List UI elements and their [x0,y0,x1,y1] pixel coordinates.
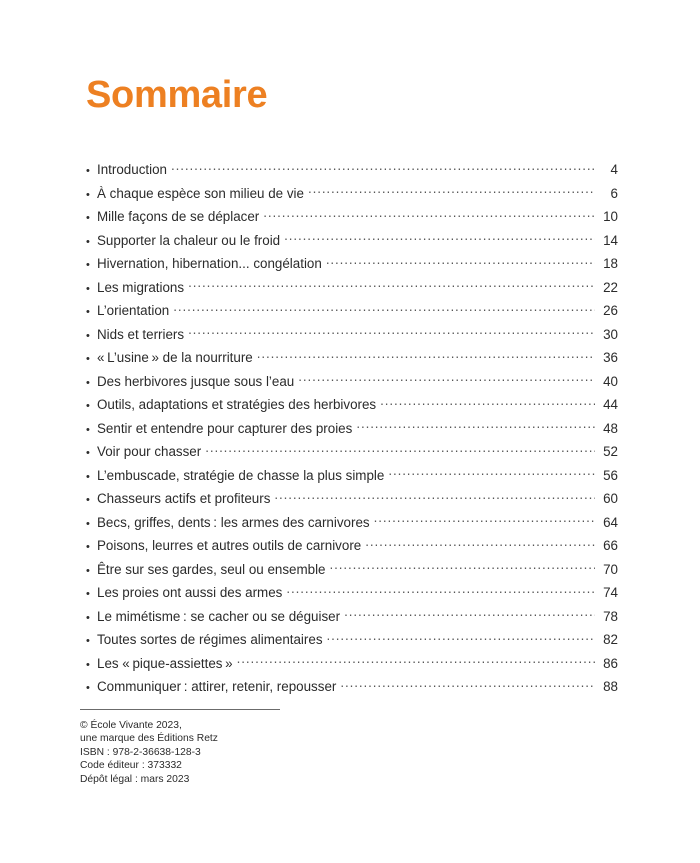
bullet-icon: • [86,212,90,224]
imprint-line: Code éditeur : 373332 [80,760,182,772]
table-of-contents [86,158,618,699]
toc-page-number: 52 [603,444,618,459]
toc-page-number: 44 [603,397,618,412]
imprint-line: ISBN : 978-2-36638-128-3 [80,746,201,758]
toc-entry[interactable] [86,276,618,300]
toc-entry[interactable] [86,417,618,441]
toc-dot-leader [188,278,595,292]
toc-entry-label: Les migrations [97,279,185,295]
bullet-icon: • [86,353,90,365]
toc-dot-leader [298,372,595,386]
toc-page-number: 70 [603,561,618,577]
toc-page-number: 26 [603,303,618,318]
toc-entry-label: Toutes sortes de régimes alimentaires [97,632,323,647]
toc-dot-leader [286,583,595,597]
bullet-icon: • [86,494,90,506]
toc-entry[interactable] [86,464,618,488]
toc-dot-leader [327,630,595,644]
toc-entry[interactable] [86,440,618,464]
toc-dot-leader [356,419,595,433]
bullet-icon: • [86,235,90,248]
toc-entry-label: L’embuscade, stratégie de chasse la plus simple [97,467,385,483]
toc-page-number: 56 [603,467,618,483]
toc-page-number: 36 [603,350,618,365]
toc-entry[interactable] [86,370,618,394]
imprint-line: Dépôt légal : mars 2023 [80,773,190,785]
toc-page-number: 60 [603,491,618,506]
toc-page-number: 10 [603,209,618,224]
toc-dot-leader [284,231,595,245]
toc-entry-label: Becs, griffes, dents : les armes des carnivores [97,514,370,530]
toc-dot-leader [388,466,595,480]
toc-dot-leader [263,207,595,221]
toc-entry-label: « L’usine » de la nourriture [97,350,253,365]
toc-entry[interactable] [86,652,618,676]
bullet-icon: • [86,588,90,600]
bullet-icon: • [86,517,90,530]
toc-entry[interactable] [86,393,618,417]
toc-entry-label: Supporter la chaleur ou le froid [97,232,281,248]
toc-page-number: 74 [603,585,618,600]
toc-dot-leader [188,325,595,339]
toc-page-number: 86 [603,655,618,671]
toc-entry-label: Outils, adaptations et stratégies des herbivores [97,397,377,412]
toc-page-number: 82 [603,632,618,647]
toc-entry[interactable] [86,675,618,699]
toc-dot-leader [257,348,595,362]
toc-entry-label: Poisons, leurres et autres outils de carnivore [97,538,362,553]
toc-dot-leader [308,184,595,198]
imprint-divider [80,709,280,710]
toc-dot-leader [173,301,595,315]
toc-entry-label: L’orientation [97,303,170,318]
toc-entry[interactable] [86,205,618,229]
toc-entry[interactable] [86,605,618,629]
bullet-icon: • [86,658,90,671]
bullet-icon: • [86,188,90,201]
toc-entry-label: Hivernation, hibernation... congélation [97,256,322,271]
toc-entry[interactable] [86,229,618,253]
bullet-icon: • [86,400,90,412]
toc-dot-leader [380,395,595,409]
toc-dot-leader [326,254,595,268]
toc-dot-leader [344,607,595,621]
toc-entry-label: Nids et terriers [97,326,185,342]
bullet-icon: • [86,564,90,577]
toc-page-number: 22 [603,279,618,295]
bullet-icon: • [86,611,90,624]
imprint-line: © École Vivante 2023, [80,720,182,731]
toc-page-number: 64 [603,514,618,530]
toc-page-number: 18 [603,256,618,271]
bullet-icon: • [86,447,90,459]
toc-entry-label: Chasseurs actifs et profiteurs [97,491,271,506]
toc-dot-leader [374,513,595,527]
bullet-icon: • [86,541,90,553]
page-title: Sommaire [86,74,268,116]
toc-entry-label: Le mimétisme : se cacher ou se déguiser [97,608,341,624]
toc-entry[interactable] [86,346,618,370]
toc-entry[interactable] [86,534,618,558]
bullet-icon: • [86,282,90,295]
toc-page-number: 4 [610,162,618,177]
toc-entry-label: Mille façons de se déplacer [97,209,260,224]
toc-entry[interactable] [86,182,618,206]
toc-entry-label: Introduction [97,162,167,177]
imprint-line: une marque des Éditions Retz [80,733,218,745]
bullet-icon: • [86,165,90,177]
toc-page-number: 48 [603,420,618,436]
bullet-icon: • [86,329,90,342]
toc-dot-leader [237,654,595,668]
toc-entry[interactable] [86,299,618,323]
toc-entry[interactable] [86,487,618,511]
imprint-block [80,719,218,786]
toc-entry-label: Être sur ses gardes, seul ou ensemble [97,561,326,577]
bullet-icon: • [86,376,90,389]
toc-entry[interactable] [86,628,618,652]
toc-entry-label: Les proies ont aussi des armes [97,585,283,600]
toc-entry-label: Voir pour chasser [97,444,202,459]
toc-dot-leader [340,677,595,691]
toc-page-number: 66 [603,538,618,553]
toc-entry[interactable] [86,511,618,535]
toc-page-number: 40 [603,373,618,389]
toc-entry-label: Les « pique-assiettes » [97,655,233,671]
toc-entry-label: Communiquer : attirer, retenir, repousser [97,679,337,694]
toc-entry[interactable] [86,158,618,182]
toc-entry[interactable] [86,252,618,276]
toc-entry-label: Des herbivores jusque sous l’eau [97,373,295,389]
toc-entry[interactable] [86,581,618,605]
toc-page-number: 14 [603,232,618,248]
toc-dot-leader [274,489,595,503]
toc-entry[interactable] [86,558,618,582]
bullet-icon: • [86,682,90,694]
toc-page-number: 6 [610,185,618,201]
toc-page-number: 30 [603,326,618,342]
toc-entry-label: Sentir et entendre pour capturer des proies [97,420,353,436]
bullet-icon: • [86,470,90,483]
toc-entry[interactable] [86,323,618,347]
bullet-icon: • [86,635,90,647]
toc-entry-label: À chaque espèce son milieu de vie [97,185,304,201]
toc-dot-leader [365,536,595,550]
bullet-icon: • [86,259,90,271]
toc-page-number: 88 [603,679,618,694]
toc-dot-leader [330,560,595,574]
toc-page-number: 78 [603,608,618,624]
bullet-icon: • [86,423,90,436]
bullet-icon: • [86,306,90,318]
toc-dot-leader [205,442,595,456]
toc-dot-leader [171,160,595,174]
